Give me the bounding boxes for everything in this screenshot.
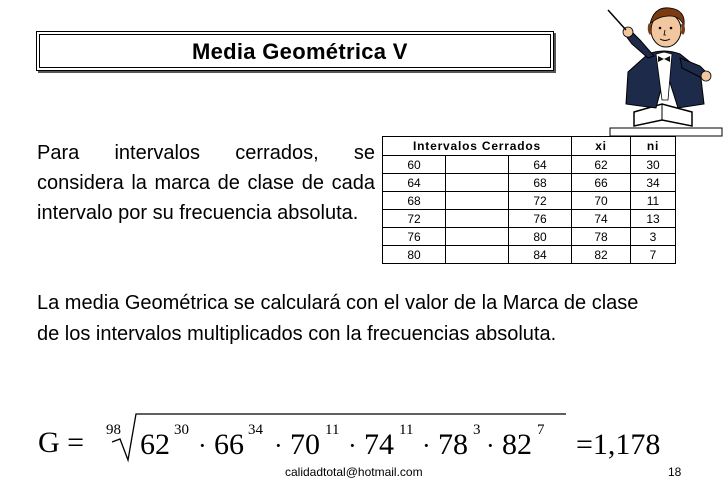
interval-high: 76 xyxy=(509,210,572,228)
term-base: 62 xyxy=(140,428,170,461)
interval-high: 80 xyxy=(509,228,572,246)
term-base: 70 xyxy=(290,428,320,461)
frequency: 3 xyxy=(631,228,676,246)
table-row xyxy=(383,174,676,192)
multiply-dot: · xyxy=(486,431,495,460)
table-header-row xyxy=(383,137,676,156)
interval-low: 76 xyxy=(383,228,446,246)
page-number: 18 xyxy=(668,465,682,479)
term-base: 78 xyxy=(438,428,468,461)
interval-low: 64 xyxy=(383,174,446,192)
term-exponent: 11 xyxy=(325,422,340,438)
term-base: 66 xyxy=(214,428,244,461)
class-mark: 66 xyxy=(572,174,631,192)
intro-paragraph: Para intervalos cerrados, se considera la marca de clase de cada intervalo por su frecuencia absoluta. xyxy=(37,142,375,224)
interval-low: 68 xyxy=(383,192,446,210)
frequency: 30 xyxy=(631,156,676,174)
interval-blank xyxy=(446,210,509,228)
class-mark: 62 xyxy=(572,156,631,174)
term-exponent: 3 xyxy=(473,422,481,438)
formula-lhs: G = xyxy=(38,426,85,459)
header-intervals: Intervalos Cerrados xyxy=(383,137,572,156)
frequency: 11 xyxy=(631,192,676,210)
class-mark: 78 xyxy=(572,228,631,246)
title-box xyxy=(36,31,554,71)
formula-root-index: 98 xyxy=(106,422,121,438)
term-exponent: 7 xyxy=(537,422,545,438)
frequency: 7 xyxy=(631,246,676,264)
header-xi: xi xyxy=(572,137,631,156)
explanation-paragraph: La media Geométrica se calculará con el valor de la Marca de clase de los intervalos multiplicados con la frecuencias absoluta. xyxy=(37,292,639,345)
table-row xyxy=(383,210,676,228)
interval-blank xyxy=(446,228,509,246)
interval-low: 72 xyxy=(383,210,446,228)
interval-low: 80 xyxy=(383,246,446,264)
multiply-dot: · xyxy=(422,431,431,460)
term-base: 74 xyxy=(364,428,394,461)
table-row xyxy=(383,156,676,174)
multiply-dot: · xyxy=(274,431,283,460)
interval-blank xyxy=(446,174,509,192)
multiply-dot: · xyxy=(198,431,207,460)
footer-email: calidadtotal@hotmail.com xyxy=(285,465,423,479)
interval-low: 60 xyxy=(383,156,446,174)
interval-high: 68 xyxy=(509,174,572,192)
class-mark: 74 xyxy=(572,210,631,228)
term-base: 82 xyxy=(502,428,532,461)
header-ni: ni xyxy=(631,137,676,156)
geometric-mean-formula xyxy=(36,412,696,464)
term-exponent: 30 xyxy=(174,422,189,438)
term-exponent: 11 xyxy=(399,422,414,438)
frequency: 34 xyxy=(631,174,676,192)
conductor-clipart xyxy=(604,0,726,140)
interval-high: 64 xyxy=(509,156,572,174)
class-mark: 70 xyxy=(572,192,631,210)
interval-blank xyxy=(446,192,509,210)
interval-high: 72 xyxy=(509,192,572,210)
frequency-table xyxy=(382,136,676,264)
table-row xyxy=(383,192,676,210)
term-exponent: 34 xyxy=(248,422,263,438)
interval-high: 84 xyxy=(509,246,572,264)
interval-blank xyxy=(446,246,509,264)
slide-title: Media Geométrica V xyxy=(192,39,408,64)
interval-blank xyxy=(446,156,509,174)
multiply-dot: · xyxy=(348,431,357,460)
table-row xyxy=(383,228,676,246)
class-mark: 82 xyxy=(572,246,631,264)
table-row xyxy=(383,246,676,264)
frequency: 13 xyxy=(631,210,676,228)
formula-result: =1,178 xyxy=(576,428,661,461)
